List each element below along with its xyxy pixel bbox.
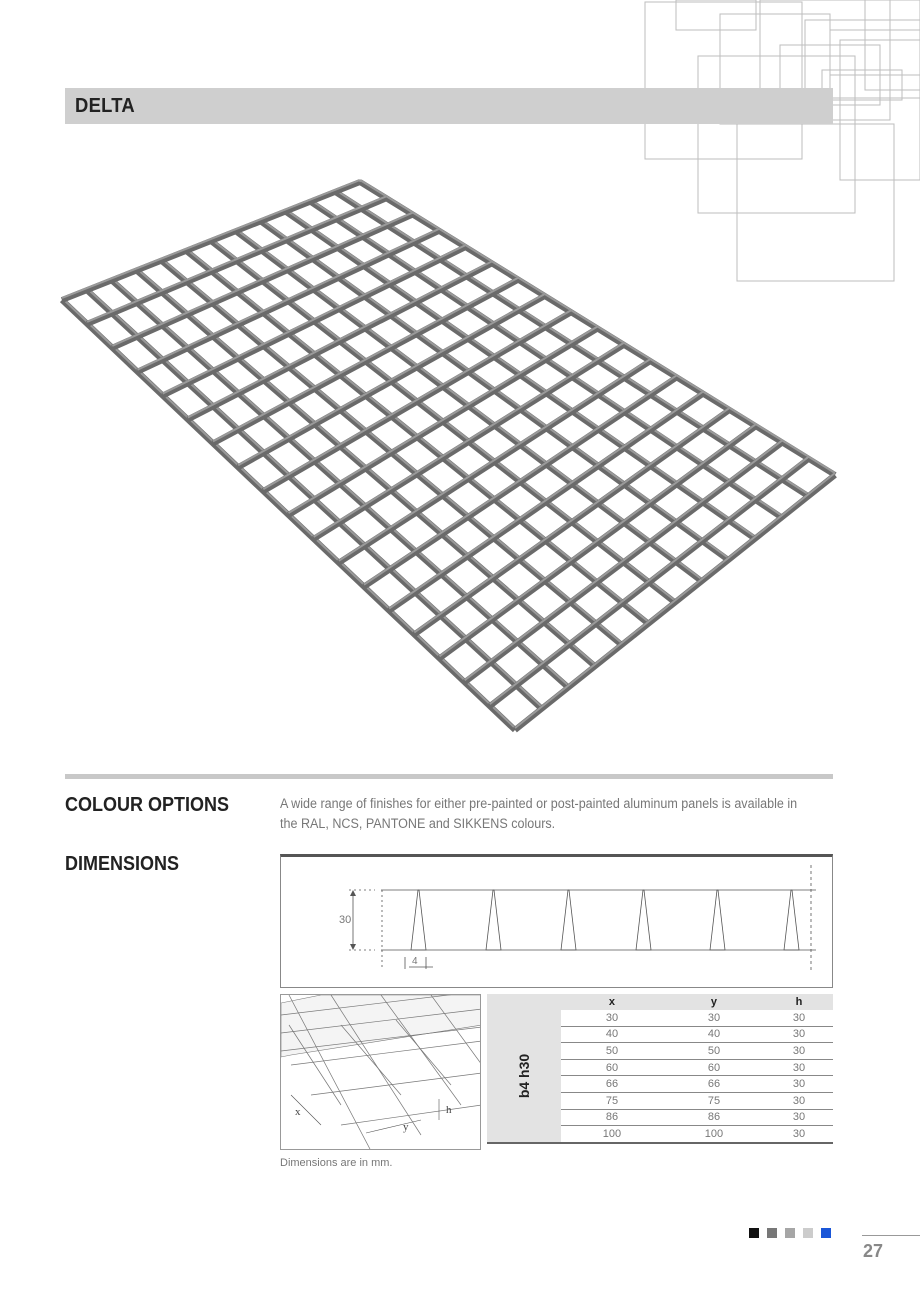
section-divider	[65, 774, 833, 779]
iso-y-label: y	[403, 1121, 409, 1133]
page-number: 27	[863, 1241, 884, 1261]
table-cell: 50	[561, 1043, 663, 1060]
table-cell: 50	[663, 1043, 765, 1060]
page-title: DELTA	[75, 95, 135, 117]
table-cell: 75	[561, 1092, 663, 1109]
iso-x-label: x	[295, 1106, 301, 1118]
grid-bar-highlight	[515, 473, 835, 728]
table-cell: 30	[765, 1126, 833, 1143]
grid-bar	[238, 296, 545, 467]
table-cell: 100	[663, 1126, 765, 1143]
table-body	[487, 1010, 833, 1143]
profile-height-label: 30	[339, 914, 352, 926]
profile-width-label: 4	[412, 956, 418, 967]
grid-bar-highlight	[213, 278, 518, 442]
table-cell: 66	[663, 1076, 765, 1093]
isometric-detail-drawing	[280, 994, 481, 1150]
table-cell: 30	[765, 1026, 833, 1043]
profile-fin	[561, 890, 576, 950]
grid-bar-highlight	[188, 261, 492, 417]
colour-options-heading: COLOUR OPTIONS	[65, 794, 230, 816]
table-header-blank	[487, 994, 561, 1010]
table-cell: 30	[765, 1076, 833, 1093]
color-square	[821, 1228, 831, 1238]
table-cell: 100	[561, 1126, 663, 1143]
table-cell: 86	[663, 1109, 765, 1126]
iso-h-label: h	[446, 1104, 452, 1116]
table-cell: 60	[663, 1059, 765, 1076]
grid-bar	[263, 312, 571, 491]
table-header-x: x	[561, 994, 663, 1010]
table-cell: 30	[663, 1010, 765, 1026]
table-cell: 30	[765, 1092, 833, 1109]
grid-bar	[62, 182, 360, 300]
profile-fin	[636, 890, 651, 950]
table-cell: 40	[663, 1026, 765, 1043]
dimensions-note: Dimensions are in mm.	[280, 1157, 393, 1169]
table-side-label: b4 h30	[515, 1053, 532, 1099]
table-cell: 30	[765, 1059, 833, 1076]
table-cell: 30	[765, 1043, 833, 1060]
table-cell: 75	[663, 1092, 765, 1109]
profile-fin	[486, 890, 501, 950]
grid-bar-highlight	[62, 180, 360, 298]
table-cell: 30	[561, 1010, 663, 1026]
color-square	[767, 1228, 777, 1238]
table-cell: 30	[765, 1010, 833, 1026]
profile-fin	[411, 890, 426, 950]
table-cell: 66	[561, 1076, 663, 1093]
grid-ceiling-illustration	[50, 170, 850, 740]
table-header-h: h	[765, 994, 833, 1010]
grid-bar-highlight	[87, 196, 386, 322]
profile-fin	[784, 890, 799, 950]
color-square	[785, 1228, 795, 1238]
profile-drawing	[280, 854, 833, 988]
table-header-y: y	[663, 994, 765, 1010]
page-number-rule	[862, 1235, 920, 1236]
title-bar	[65, 88, 833, 124]
colour-options-text: A wide range of finishes for either pre-painted or post-painted aluminum panels is available in the RAL, NCS, PANTONE and SIKKENS colours.	[280, 796, 798, 831]
color-square	[749, 1228, 759, 1238]
color-squares	[749, 1225, 839, 1243]
table-row	[487, 1010, 833, 1026]
table-cell: 86	[561, 1109, 663, 1126]
table-header-row	[487, 994, 833, 1010]
table-cell: 40	[561, 1026, 663, 1043]
table-cell: 60	[561, 1059, 663, 1076]
color-square	[803, 1228, 813, 1238]
dimensions-table	[487, 994, 833, 1144]
grid-bar	[213, 280, 518, 444]
profile-fin	[710, 890, 725, 950]
dimensions-heading: DIMENSIONS	[65, 853, 180, 875]
table-cell: 30	[765, 1109, 833, 1126]
table-side-label-cell	[487, 1010, 561, 1143]
